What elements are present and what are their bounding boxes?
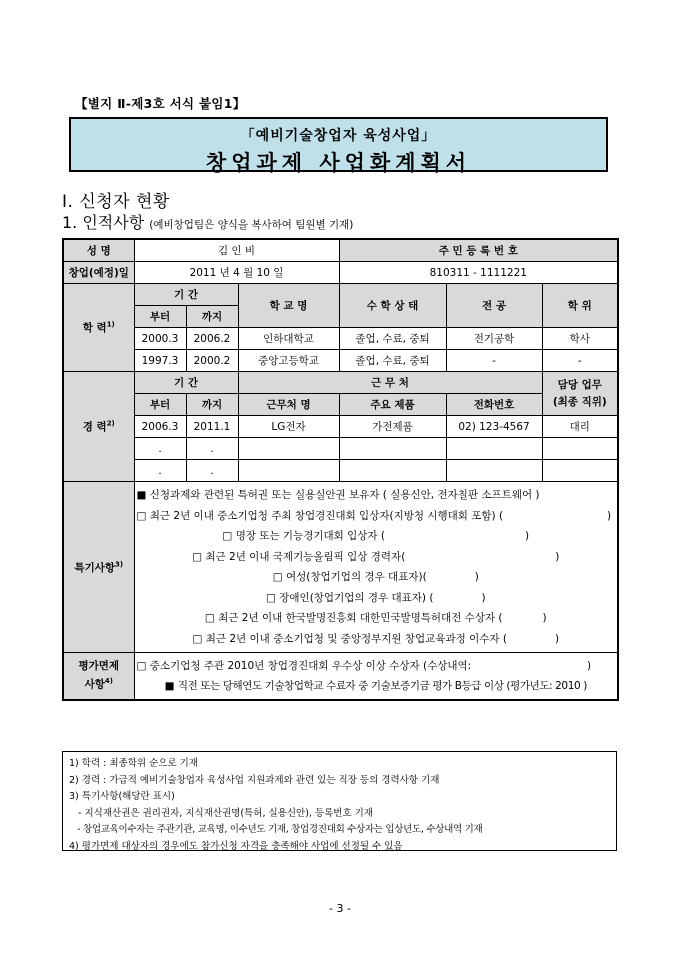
checkbox-icon[interactable]: □ bbox=[192, 632, 203, 645]
career-row bbox=[63, 438, 618, 460]
special-item[interactable]: ■ 신청과제와 관련된 특허권 또는 실용실안권 보유자 ( 실용신안, 전자칠판 소프트웨어 ) bbox=[136, 489, 540, 501]
study-status-header: 수 학 상 태 bbox=[339, 284, 446, 328]
footnotes-box bbox=[62, 751, 617, 851]
section-heading: Ⅰ. 신청자 현황 bbox=[62, 192, 170, 212]
career-row bbox=[63, 460, 618, 482]
career-phone[interactable] bbox=[446, 438, 542, 460]
education-major[interactable]: - bbox=[446, 350, 542, 372]
career-from-header: 부터 bbox=[134, 394, 186, 416]
duty-header: 담당 업무 (최종 직위) bbox=[542, 372, 618, 416]
special-item[interactable]: □ 최근 2년 이내 한국발명진흥회 대한민국발명특허대전 수상자 ( ) bbox=[204, 612, 547, 624]
education-to[interactable]: 2000.2 bbox=[186, 350, 238, 372]
name-row bbox=[63, 239, 618, 262]
checkbox-icon[interactable]: □ bbox=[272, 571, 283, 583]
workplace-header: 근 무 처 bbox=[238, 372, 542, 394]
career-duty[interactable]: 대리 bbox=[542, 416, 618, 438]
career-product[interactable]: 가전제품 bbox=[339, 416, 446, 438]
education-to[interactable]: 2006.2 bbox=[186, 328, 238, 350]
career-to[interactable]: . bbox=[186, 460, 238, 482]
footnote: 4) 평가면제 대상자의 경우에도 참가신청 자격을 충족해야 사업에 선정될 수 있음 bbox=[69, 840, 403, 852]
career-to-header: 까지 bbox=[186, 394, 238, 416]
education-school[interactable]: 중앙고등학교 bbox=[238, 350, 339, 372]
special-item[interactable]: □ 최근 2년 이내 국제기능올림픽 입상 경력자( ) bbox=[192, 550, 560, 563]
page-title: 창업과제 사업화계획서 bbox=[205, 151, 472, 175]
special-row bbox=[63, 482, 618, 653]
footnote: 3) 특기사항(해당란 표시) bbox=[69, 791, 175, 802]
education-status[interactable]: 졸업, 수료, 중퇴 bbox=[339, 328, 446, 350]
subsection-heading bbox=[62, 210, 353, 233]
career-period-header: 기 간 bbox=[134, 372, 238, 394]
education-period-header: 기 간 bbox=[134, 284, 238, 306]
exemption-row bbox=[63, 653, 618, 701]
career-company[interactable] bbox=[238, 438, 339, 460]
title-box bbox=[69, 117, 608, 175]
footnote: - 창업교육이수자는 주관기관, 교육명, 이수년도 기재, 창업경진대회 수상자는 입상년도, 수상내역 기재 bbox=[69, 824, 483, 835]
special-items bbox=[134, 482, 618, 653]
career-row bbox=[63, 416, 618, 438]
career-company[interactable]: LG전자 bbox=[238, 416, 339, 438]
career-label: 경 력$^{2)}$ bbox=[63, 372, 134, 482]
checkbox-icon[interactable]: □ bbox=[204, 612, 215, 624]
career-from[interactable]: . bbox=[134, 438, 186, 460]
checkbox-icon[interactable]: □ bbox=[136, 509, 147, 522]
career-product[interactable] bbox=[339, 438, 446, 460]
checkbox-icon[interactable]: □ bbox=[136, 660, 147, 672]
career-phone[interactable]: 02) 123-4567 bbox=[446, 416, 542, 438]
education-degree[interactable]: 학사 bbox=[542, 328, 618, 350]
education-from[interactable]: 2000.3 bbox=[134, 328, 186, 350]
id-number-label: 주 민 등 록 번 호 bbox=[339, 239, 618, 262]
career-duty[interactable] bbox=[542, 438, 618, 460]
special-item[interactable]: □ 장애인(창업기업의 경우 대표자) ( ) bbox=[266, 591, 486, 604]
applicant-table bbox=[62, 238, 619, 701]
exemption-items bbox=[134, 653, 618, 701]
founding-date-value[interactable]: 2011 년 4 월 10 일 bbox=[134, 262, 339, 284]
career-company[interactable] bbox=[238, 460, 339, 482]
special-item[interactable]: □ 명장 또는 기능경기대회 입상자 ( ) bbox=[222, 530, 530, 542]
footnote: 1) 학력 : 최종학위 순으로 기재 bbox=[69, 758, 198, 769]
special-label: 특기사항$^{3)}$ bbox=[63, 482, 134, 653]
education-degree[interactable]: - bbox=[542, 350, 618, 372]
checkbox-icon[interactable]: ■ bbox=[164, 680, 175, 692]
page-number: - 3 - bbox=[329, 902, 351, 915]
checkbox-icon[interactable]: □ bbox=[222, 530, 233, 542]
career-phone[interactable] bbox=[446, 460, 542, 482]
major-header: 전 공 bbox=[446, 284, 542, 328]
education-status[interactable]: 졸업, 수료, 중퇴 bbox=[339, 350, 446, 372]
special-item[interactable]: □ 최근 2년 이내 중소기업청 및 중앙정부지원 창업교육과정 이수자 ( ) bbox=[192, 632, 560, 645]
id-number-value[interactable]: 810311 - 1111221 bbox=[339, 262, 618, 284]
phone-header: 전화번호 bbox=[446, 394, 542, 416]
education-from-header: 부터 bbox=[134, 306, 186, 328]
exemption-item[interactable]: ■ 직전 또는 당해연도 기술창업학교 수료자 중 기술보증기금 평가 B등급 이상 (평가년도: 2010 ) bbox=[164, 680, 587, 692]
degree-header: 학 위 bbox=[542, 284, 618, 328]
founding-date-label: 창업(예정)일 bbox=[63, 262, 134, 284]
exemption-label: 평가면제 사항$^{4)}$ bbox=[63, 653, 134, 701]
career-to[interactable]: 2011.1 bbox=[186, 416, 238, 438]
company-header: 근무처 명 bbox=[238, 394, 339, 416]
checkbox-icon[interactable]: □ bbox=[266, 591, 276, 604]
education-row bbox=[63, 328, 618, 350]
career-subheader-row bbox=[63, 394, 618, 416]
education-header-row bbox=[63, 284, 618, 306]
career-to[interactable]: . bbox=[186, 438, 238, 460]
career-product[interactable] bbox=[339, 460, 446, 482]
special-item[interactable]: □ 최근 2년 이내 중소기업청 주최 창업경진대회 입상자(지방청 시행대회 포함) ( ) bbox=[136, 509, 612, 522]
footnote: 2) 경력 : 가급적 예비기술창업자 육성사업 지원과제와 관련 있는 직장 등의 경력사항 기재 bbox=[69, 774, 440, 786]
form-label: 【별지 Ⅱ-제3호 서식 붙임1】 bbox=[75, 96, 246, 111]
product-header: 주요 제품 bbox=[339, 394, 446, 416]
career-from[interactable]: . bbox=[134, 460, 186, 482]
name-value[interactable]: 김 인 비 bbox=[134, 239, 339, 262]
career-duty[interactable] bbox=[542, 460, 618, 482]
career-from[interactable]: 2006.3 bbox=[134, 416, 186, 438]
subsection-title: 1. 인적사항 bbox=[62, 213, 145, 232]
checkbox-icon[interactable]: □ bbox=[192, 550, 203, 563]
school-header: 학 교 명 bbox=[238, 284, 339, 328]
education-major[interactable]: 전기공학 bbox=[446, 328, 542, 350]
founding-date-row bbox=[63, 262, 618, 284]
education-to-header: 까지 bbox=[186, 306, 238, 328]
career-header-row bbox=[63, 372, 618, 394]
title-subtitle: 「예비기술창업자 육성사업」 bbox=[240, 128, 437, 144]
education-row bbox=[63, 350, 618, 372]
education-from[interactable]: 1997.3 bbox=[134, 350, 186, 372]
subsection-note: (예비창업팀은 양식을 복사하여 팀원별 기재) bbox=[149, 219, 354, 231]
footnote: - 지식재산권은 권리권자, 지식재산권명(특허, 실용신안), 등록번호 기재 bbox=[69, 807, 374, 819]
name-label: 성 명 bbox=[63, 239, 134, 262]
education-school[interactable]: 인하대학교 bbox=[238, 328, 339, 350]
exemption-item[interactable]: □ 중소기업청 주관 2010년 창업경진대회 우수상 이상 수상자 (수상내역: ) bbox=[136, 660, 592, 672]
checkbox-icon[interactable]: ■ bbox=[136, 489, 147, 501]
education-label: 학 력$^{1)}$ bbox=[63, 284, 134, 372]
special-item[interactable]: □ 여성(창업기업의 경우 대표자)( ) bbox=[272, 571, 479, 583]
